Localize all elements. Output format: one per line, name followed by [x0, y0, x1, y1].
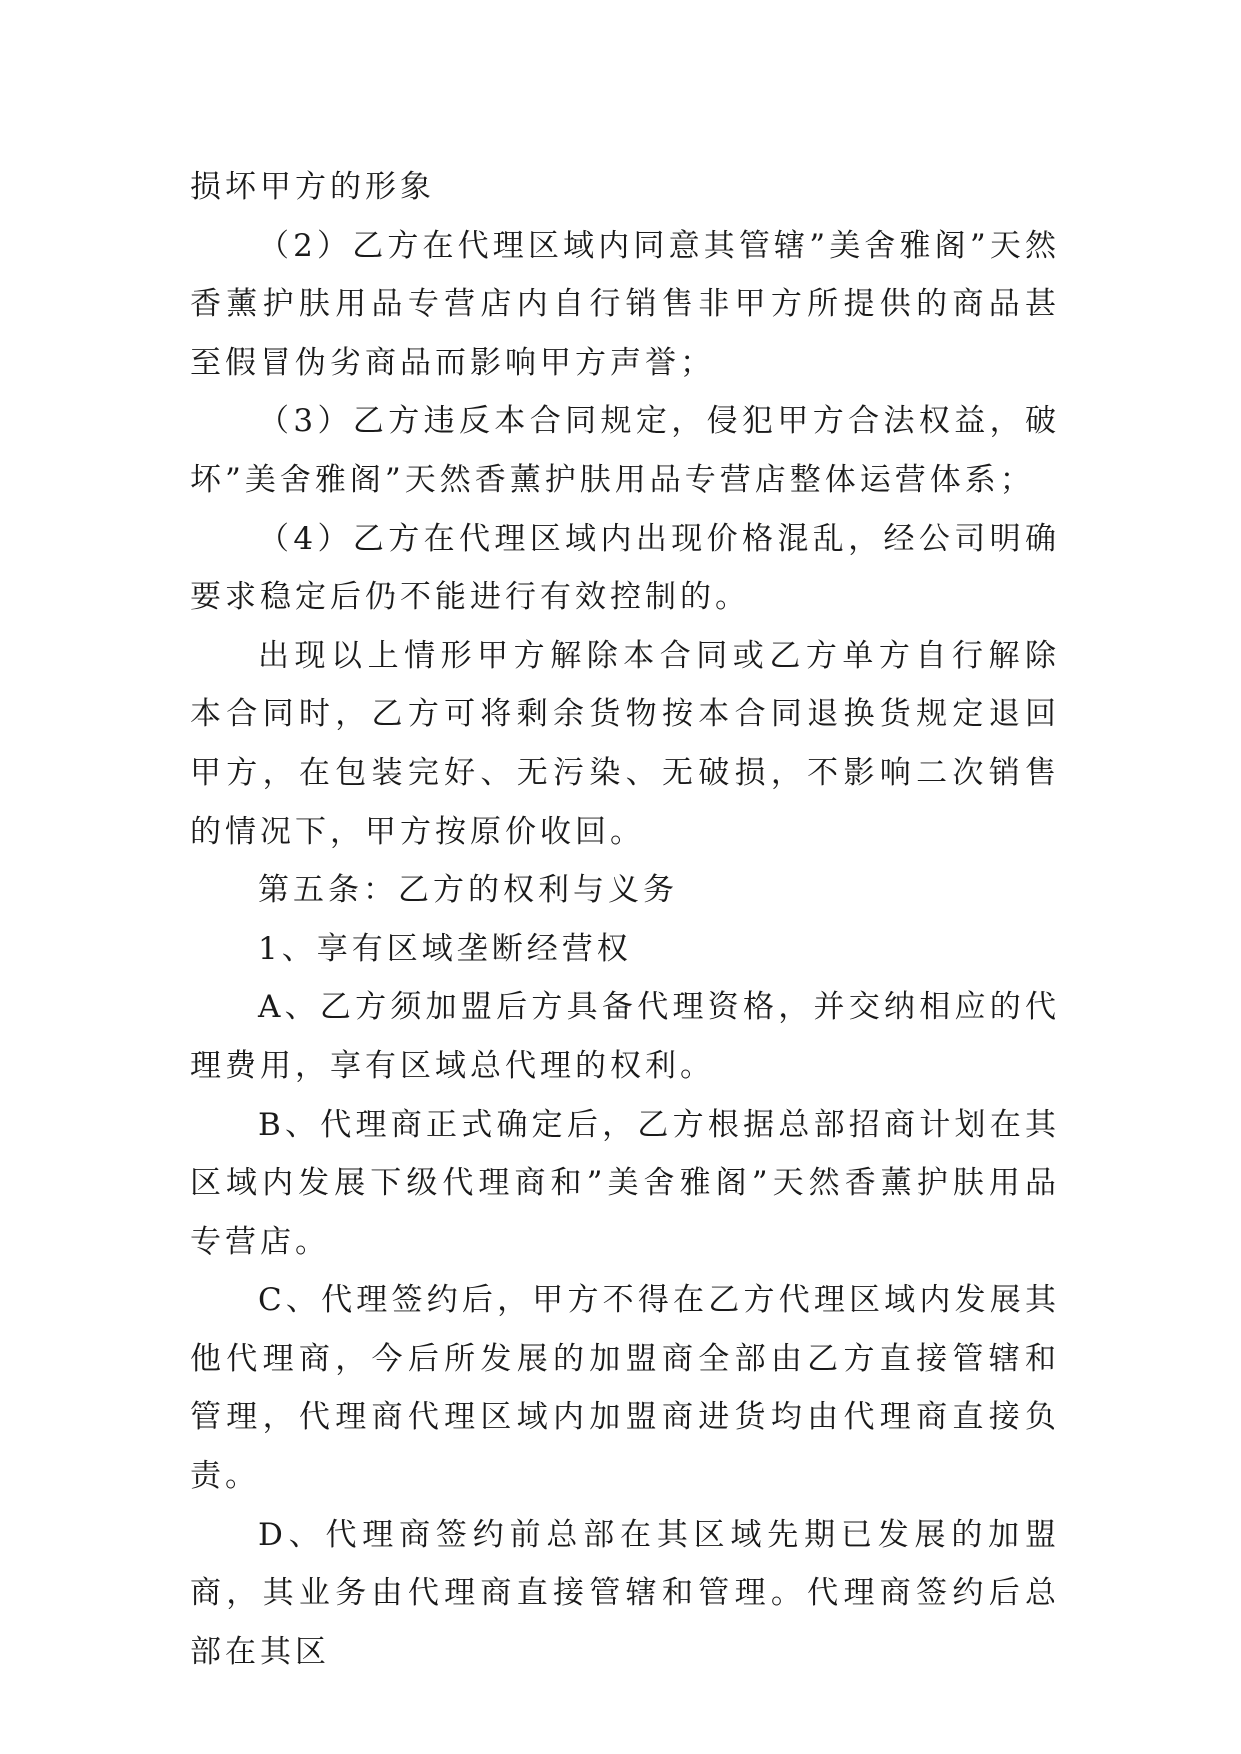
document-body [190, 158, 1060, 1681]
paragraph-item-2: （2）乙方在代理区域内同意其管辖”美舍雅阁”天然香薰护肤用品专营店内自行销售非甲方所提供的商品甚至假冒伪劣商品而影响甲方声誉； [190, 227, 1060, 381]
paragraph-item-3: （3）乙方违反本合同规定，侵犯甲方合法权益，破坏”美舍雅阁”天然香薰护肤用品专营店整体运营体系； [190, 403, 1060, 498]
section-heading-article-5: 第五条：乙方的权利与义务 [258, 872, 678, 909]
clause-d: D、代理商签约前总部在其区域先期已发展的加盟商，其业务由代理商直接管辖和管理。代理商签约后总部在其区 [190, 1516, 1060, 1670]
paragraph-continuation: 损坏甲方的形象 [190, 169, 435, 205]
clause-c: C、代理签约后，甲方不得在乙方代理区域内发展其他代理商，今后所发展的加盟商全部由乙方直接管辖和管理，代理商代理区域内加盟商进货均由代理商直接负责。 [190, 1282, 1060, 1495]
paragraph-item-4: （4）乙方在代理区域内出现价格混乱，经公司明确要求稳定后仍不能进行有效控制的。 [190, 520, 1060, 616]
clause-b: B、代理商正式确定后，乙方根据总部招商计划在其区域内发展下级代理商和”美舍雅阁”天然香薰护肤用品专营店。 [190, 1106, 1060, 1260]
paragraph-termination: 出现以上情形甲方解除本合同或乙方单方自行解除本合同时，乙方可将剩余货物按本合同退换货规定退回甲方，在包装完好、无污染、无破损，不影响二次销售的情况下，甲方按原价收回。 [190, 637, 1060, 850]
clause-a: A、乙方须加盟后方具备代理资格，并交纳相应的代理费用，享有区域总代理的权利。 [190, 989, 1060, 1084]
clause-heading-1: 1、享有区域垄断经营权 [258, 930, 632, 967]
